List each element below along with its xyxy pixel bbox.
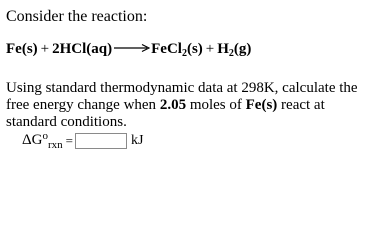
- intro-text: Consider the reaction:: [6, 8, 148, 25]
- plus-sign: +: [205, 41, 215, 57]
- product-fecl2: FeCl$_2$(s): [151, 41, 203, 59]
- unit-label: kJ: [131, 132, 144, 148]
- answer-row: [22, 130, 143, 151]
- question-text: Using standard thermodynamic data at 298K, calculate the free energy change when 2.05 moles of Fe(s) react at standard conditions.: [6, 80, 358, 130]
- reactant-fe: Fe(s): [6, 41, 38, 57]
- delta-g-label: $\Delta G^o_{rxn}$: [22, 130, 63, 151]
- species-name: Fe(s): [245, 97, 278, 113]
- product-h2: $H_2(g)$: [217, 41, 252, 59]
- equals-sign: =: [65, 132, 73, 148]
- moles-value: 2.05: [159, 97, 187, 113]
- reaction-arrow-icon: [114, 43, 150, 53]
- plus-sign: +: [40, 41, 50, 57]
- answer-input[interactable]: [75, 133, 127, 149]
- reaction-equation: [6, 40, 251, 58]
- reactant-hcl: 2HCl(aq): [52, 41, 113, 57]
